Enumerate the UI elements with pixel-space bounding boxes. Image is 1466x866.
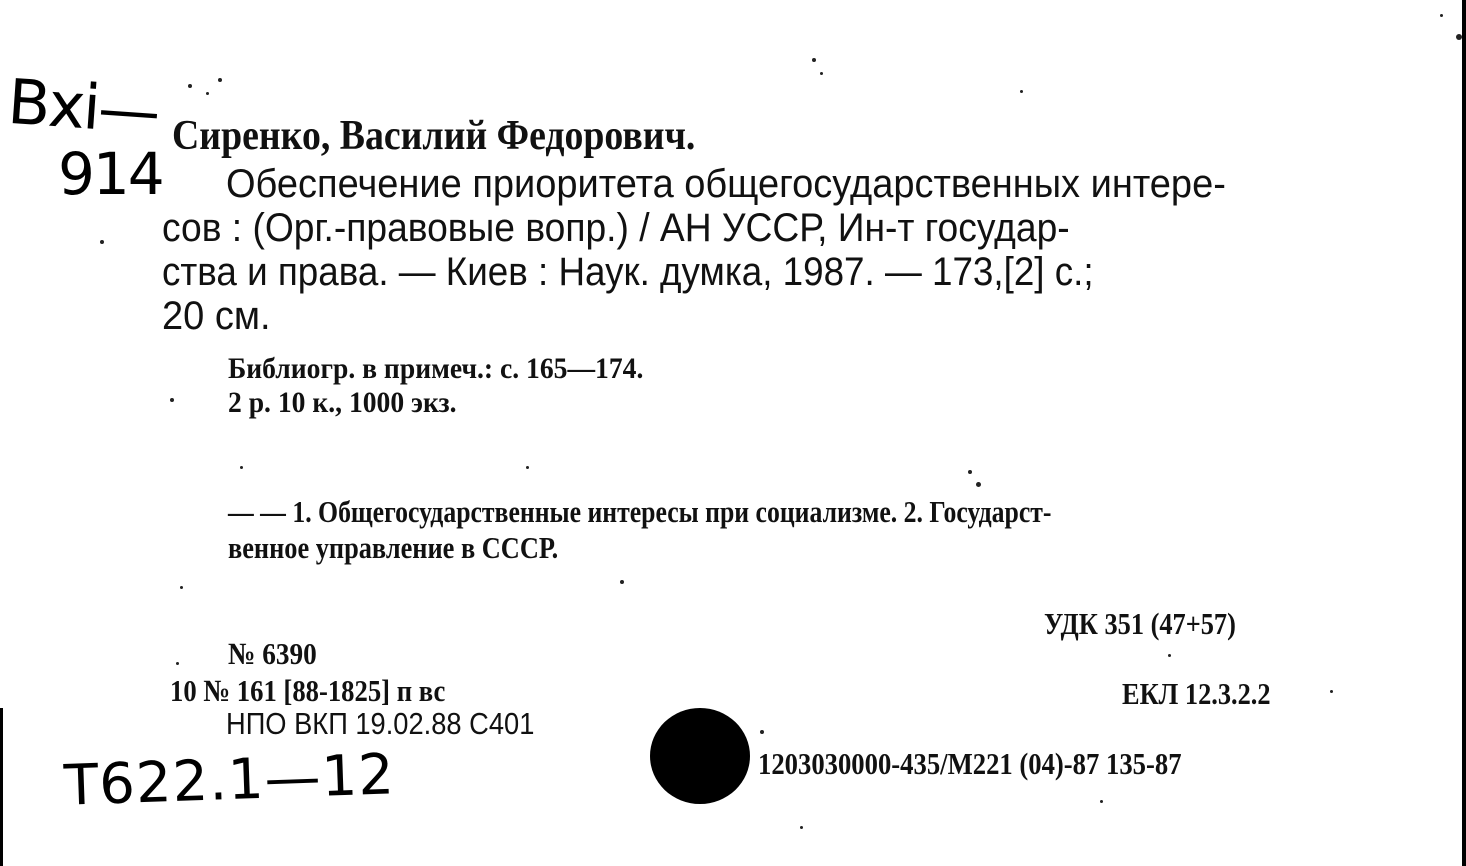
- author-heading: Сиренко, Василий Федорович.: [172, 113, 696, 159]
- title-line-2: сов : (Орг.-правовые вопр.) / АН УССР, Ин-т государ-: [162, 206, 1070, 250]
- ekl-code: ЕКЛ 12.3.2.2: [1122, 676, 1271, 711]
- subject-line-1: — — 1. Общегосударственные интересы при социализме. 2. Государст-: [228, 494, 1052, 529]
- print-run-line: 10 № 161 [88-1825] п вс: [170, 673, 446, 708]
- order-number: № 6390: [228, 636, 317, 671]
- handwritten-shelfmark-line1: Вхі—: [5, 64, 161, 149]
- title-line-4: 20 см.: [162, 294, 271, 338]
- punch-hole: [650, 708, 750, 804]
- handwritten-call-number: Т622.1—12: [62, 742, 396, 819]
- scan-edge-right: [1462, 0, 1466, 866]
- title-line-1: Обеспечение приоритета общегосударственных интере-: [226, 162, 1226, 206]
- title-line-3: ства и права. — Киев : Наук. думка, 1987. — 173,[2] с.;: [162, 250, 1094, 294]
- printer-line: НПО ВКП 19.02.88 С401: [226, 706, 535, 741]
- price-edition-note: 2 р. 10 к., 1000 экз.: [228, 386, 457, 419]
- bibliography-note: Библиогр. в примеч.: с. 165—174.: [228, 352, 644, 385]
- scan-edge-left: [0, 708, 3, 866]
- udc-code: УДК 351 (47+57): [1044, 606, 1236, 641]
- classification-code: 1203030000-435/М221 (04)-87 135-87: [758, 746, 1182, 781]
- subject-line-2: венное управление в СССР.: [228, 530, 559, 565]
- handwritten-shelfmark-line2: 914: [58, 140, 163, 208]
